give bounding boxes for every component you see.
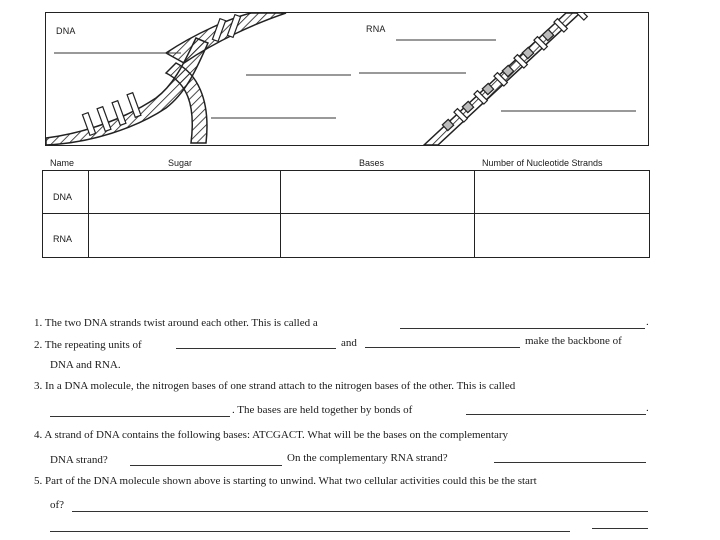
header-strands: Number of Nucleotide Strands — [482, 158, 603, 168]
q5-line2: of? — [50, 499, 65, 511]
answer-blank-3a[interactable] — [50, 416, 230, 417]
answer-blank-3b[interactable] — [466, 414, 646, 415]
cell-dna-strands[interactable] — [475, 171, 649, 213]
answer-blank-2b[interactable] — [365, 347, 520, 348]
cell-rna-bases[interactable] — [281, 214, 473, 257]
row-label-dna: DNA — [53, 192, 73, 202]
row-label-rna: RNA — [53, 234, 73, 244]
dna-label: DNA — [56, 26, 76, 36]
q4-line2b: On the complementary RNA strand? — [287, 452, 448, 464]
dna-rna-diagram — [45, 12, 649, 146]
question-4: 4. A strand of DNA contains the following bases: ATCGACT. What will be the bases on the complementary — [34, 429, 509, 441]
q2-and: and — [341, 337, 357, 349]
question-1: 1. The two DNA strands twist around each other. This is called a — [34, 317, 318, 329]
helix-illustration — [46, 13, 648, 145]
q3-period: . — [646, 402, 649, 414]
header-sugar: Sugar — [168, 158, 193, 168]
cell-rna-sugar[interactable] — [89, 214, 279, 257]
q3-mid: . The bases are held together by bonds of — [232, 404, 413, 416]
comparison-table — [42, 170, 650, 258]
q4-line2a: DNA strand? — [50, 454, 108, 466]
answer-blank-1[interactable] — [400, 328, 645, 329]
answer-blank-4a[interactable] — [130, 465, 282, 466]
answer-blank-5b[interactable] — [50, 531, 570, 532]
q2-end: make the backbone of — [525, 335, 622, 347]
q1-period: . — [646, 316, 649, 328]
rna-label: RNA — [366, 24, 386, 34]
question-3: 3. In a DNA molecule, the nitrogen bases of one strand attach to the nitrogen bases of the other. This is called — [34, 380, 516, 392]
q2-line2: DNA and RNA. — [50, 359, 121, 371]
cell-dna-bases[interactable] — [281, 171, 473, 213]
answer-blank-5a[interactable] — [72, 511, 648, 512]
answer-blank-4b[interactable] — [494, 462, 646, 463]
question-5: 5. Part of the DNA molecule shown above is starting to unwind. What two cellular activities could this be the start — [34, 475, 537, 487]
question-2: 2. The repeating units of — [34, 339, 142, 351]
answer-blank-2a[interactable] — [176, 348, 336, 349]
header-name: Name — [50, 158, 75, 168]
header-bases: Bases — [359, 158, 385, 168]
answer-blank-5c[interactable] — [592, 528, 648, 529]
cell-dna-sugar[interactable] — [89, 171, 279, 213]
cell-rna-strands[interactable] — [475, 214, 649, 257]
